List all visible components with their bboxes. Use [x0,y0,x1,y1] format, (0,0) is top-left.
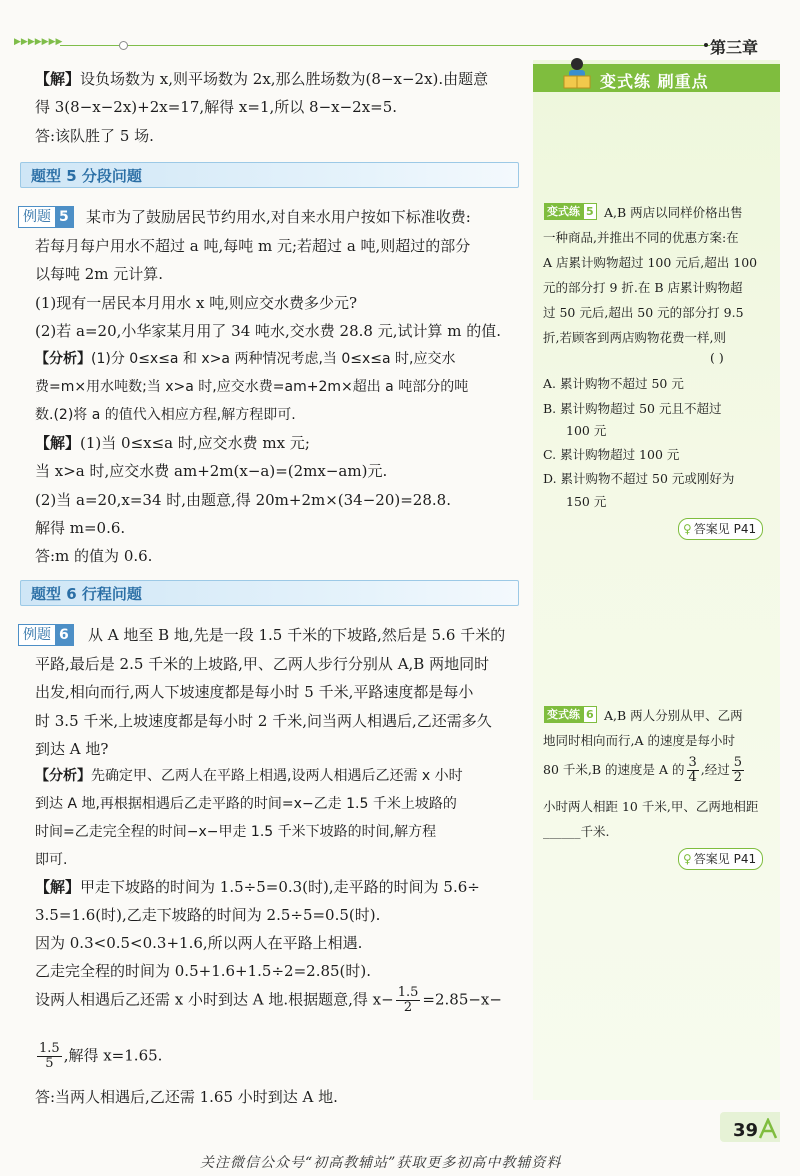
answer-ref-button-6[interactable]: ♀ 答案见 P41 [678,848,763,870]
variant5-line-2: 一种商品,并推出不同的优惠方案:在 [543,230,739,245]
example-tag-6: 例题 6 [18,624,74,646]
example5-solution-1: 【解】(1)当 0≤x≤a 时,应交水费 mx 元; [35,434,310,452]
header-rule [60,45,710,46]
variant6-line-4: 小时两人相距 10 千米,甲、乙两地相距 [543,799,759,814]
example5-solution-3: (2)当 a=20,x=34 时,由题意,得 20m+2m×(34−20)=28.8. [35,491,451,509]
example6-analysis-2: 到达 A 地,再根据相遇后乙走平路的时间=x−乙走 1.5 千米上坡路的 [35,796,457,812]
fraction: $\frac{3}{4}$ [688,755,697,785]
example-tag-5: 例题 5 [18,206,74,228]
variant5-option-d: D. 累计购物不超过 50 元或刚好为 [543,471,735,486]
section-title-bar-5 [20,162,519,188]
example6-line-3: 出发,相向而行,两人下坡速度都是每小时 5 千米,平路速度都是每小 [35,683,474,701]
variant6-line-1: A,B 两人分别从甲、乙两 [604,708,743,723]
variant5-option-b-cont: 100 元 [566,423,607,438]
example6-answer: 答:当两人相遇后,乙还需 1.65 小时到达 A 地. [35,1088,338,1106]
variant-tag-5: 变式练 5 [544,203,597,220]
top-solution-line-3: 答:该队胜了 5 场. [35,127,154,145]
answer-bracket: ( ) [710,350,724,365]
example5-line-4: (1)现有一居民本月用水 x 吨,则应交水费多少元? [35,294,358,312]
example6-equation-2: $\frac{1.5}{5}$ ,解得 x=1.65. [39,1041,163,1071]
example6-line-5: 到达 A 地? [35,740,109,758]
fraction: $\frac{1.5}{2}$ [397,985,419,1015]
example5-solution-4: 解得 m=0.6. [35,519,126,537]
example6-line-4: 时 3.5 千米,上坡速度都是每小时 2 千米,问当两人相遇后,乙还需多久 [35,712,492,730]
top-solution-line-1: 【解】设负场数为 x,则平场数为 2x,那么胜场数为(8−x−2x).由题意 [35,70,489,88]
section-title-bar-6 [20,580,519,606]
variant6-line-2: 地同时相向而行,A 的速度是每小时 [543,733,735,748]
variant-tag-6: 变式练 6 [544,706,597,723]
sidebar-banner-title: 变式练 刷重点 [600,72,709,91]
chapter-bullet [704,43,708,47]
footer-note: 关注微信公众号“初高教辅站”获取更多初高中教辅资料 [200,1155,562,1171]
example5-line-3: 以每吨 2m 元计算. [35,265,164,283]
pin-icon: ♀ [683,852,692,866]
example5-analysis-3: 数.(2)将 a 的值代入相应方程,解方程即可. [35,407,296,423]
letter-a-logo-icon [758,1118,778,1140]
example5-solution-5: 答:m 的值为 0.6. [35,547,153,565]
variant5-line-4: 元的部分打 9 折.在 B 店累计购物超 [543,280,743,295]
example6-solution-3: 因为 0.3<0.5<0.3+1.6,所以两人在平路上相遇. [35,934,363,952]
example6-analysis-4: 即可. [35,852,68,868]
example5-line-1: 某市为了鼓励居民节约用水,对自来水用户按如下标准收费: [86,208,471,226]
fraction: $\frac{1.5}{5}$ [39,1041,60,1071]
answer-ref-button-5[interactable]: ♀ 答案见 P41 [678,518,763,540]
page-number: 39 [733,1120,759,1141]
example6-line-1: 从 A 地至 B 地,先是一段 1.5 千米的下坡路,然后是 5.6 千米的 [88,626,506,644]
example6-solution-1: 【解】甲走下坡路的时间为 1.5÷5=0.3(时),走平路的时间为 5.6÷ [35,878,480,896]
pin-icon: ♀ [683,522,692,536]
variant5-line-1: A,B 两店以同样价格出售 [604,205,743,220]
header-dot [119,41,128,50]
example6-equation-1: 设两人相遇后乙还需 x 小时到达 A 地.根据题意,得 x− $\frac{1.5}{2}$ =2.85−x− [35,985,502,1015]
section-title-6: 题型 6 行程问题 [31,585,142,603]
top-solution-line-2: 得 3(8−x−2x)+2x=17,解得 x=1,所以 8−x−2x=5. [35,98,398,116]
variant5-option-a: A. 累计购物不超过 50 元 [543,376,684,391]
example5-line-5: (2)若 a=20,小华家某月用了 34 吨水,交水费 28.8 元,试计算 m 的值. [35,322,502,340]
example5-line-2: 若每月每户用水不超过 a 吨,每吨 m 元;若超过 a 吨,则超过的部分 [35,237,471,255]
header-arrows-decoration: ▶▶▶▶▶▶▶ [14,37,63,47]
variant5-option-b: B. 累计购物超过 50 元且不超过 [543,401,722,416]
example6-solution-4: 乙走完全程的时间为 0.5+1.6+1.5÷2=2.85(时). [35,962,372,980]
example6-analysis-1: 【分析】先确定甲、乙两人在平路上相遇,设两人相遇后乙还需 x 小时 [35,768,463,784]
variant5-option-d-cont: 150 元 [566,494,607,509]
example6-line-2: 平路,最后是 2.5 千米的上坡路,甲、乙两人步行分别从 A,B 两地同时 [35,655,490,673]
variant5-line-6: 折,若顾客到两店购物花费一样,则 [543,330,726,345]
variant5-option-c: C. 累计购物超过 100 元 [543,447,680,462]
fraction: $\frac{5}{2}$ [733,755,743,785]
example5-solution-2: 当 x>a 时,应交水费 am+2m(x−a)=(2mx−am)元. [35,462,388,480]
variant5-line-5: 过 50 元后,超出 50 元的部分打 9.5 [543,305,744,320]
section-title-5: 题型 5 分段问题 [31,167,142,185]
example5-analysis-2: 费=m×用水吨数;当 x>a 时,应交水费=am+2m×超出 a 吨部分的吨 [35,379,469,395]
student-reading-icon [560,56,594,92]
variant6-line-3: 80 千米,B 的速度是 A 的 $\frac{3}{4}$ ,经过 $\frac{5}{2}$ [543,755,743,785]
variant5-line-3: A 店累计购物超过 100 元后,超出 100 [543,255,758,270]
example6-analysis-3: 时间=乙走完全程的时间−x−甲走 1.5 千米下坡路的时间,解方程 [35,824,437,840]
example5-analysis-1: 【分析】(1)分 0≤x≤a 和 x>a 两种情况考虑,当 0≤x≤a 时,应交水 [35,351,456,367]
variant6-line-5: ______千米. [543,824,610,839]
example6-solution-2: 3.5=1.6(时),乙走下坡路的时间为 2.5÷5=0.5(时). [35,906,381,924]
chapter-title: 第三章 [710,38,759,57]
